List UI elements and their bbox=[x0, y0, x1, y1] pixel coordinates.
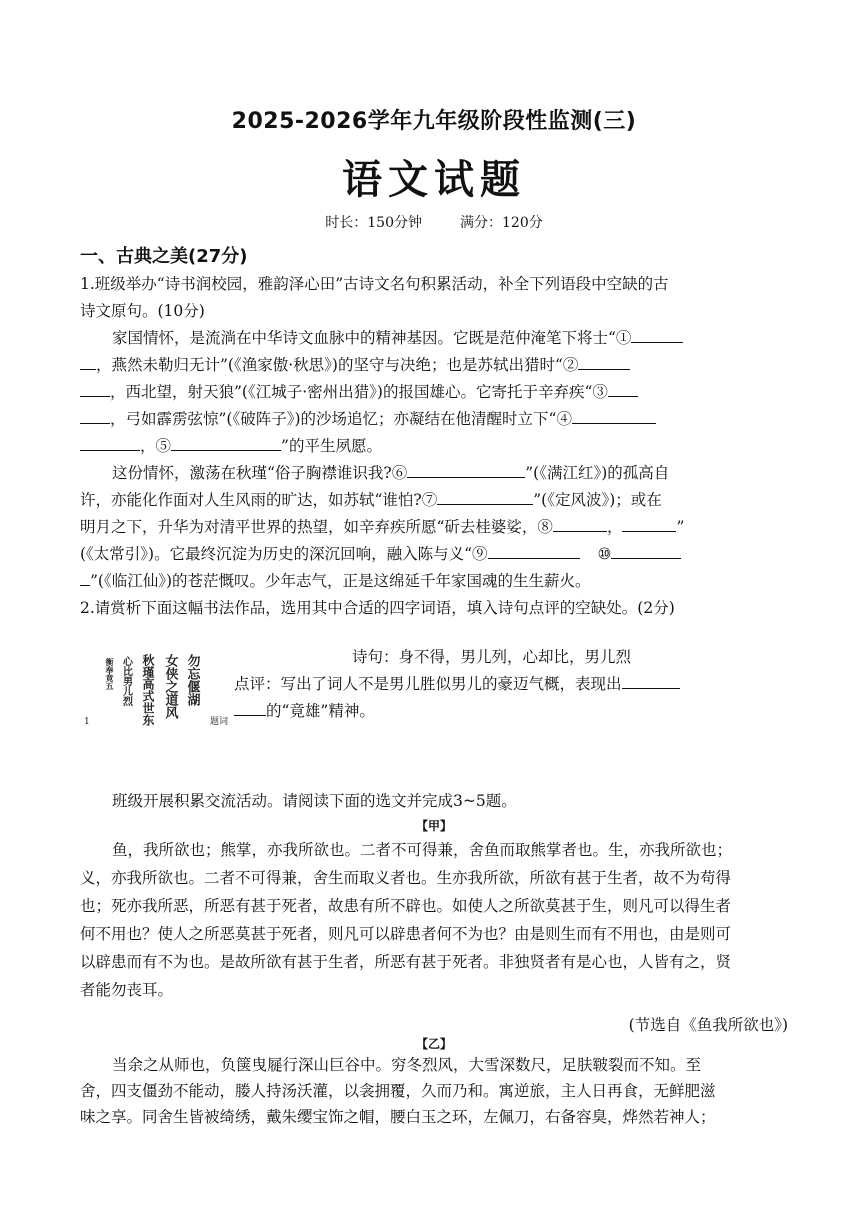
comment-text: 的“竟雄”精神。 bbox=[266, 702, 375, 720]
answer-blank-10[interactable] bbox=[611, 543, 681, 559]
answer-blank-2[interactable] bbox=[578, 354, 630, 370]
q1-para2-line-2 bbox=[80, 488, 662, 510]
q1-line-2: 诗文原句。(10分) bbox=[80, 302, 205, 320]
q2-comment-line-1 bbox=[234, 672, 680, 694]
answer-blank-3[interactable] bbox=[608, 381, 638, 397]
answer-blank-4-cont[interactable] bbox=[80, 435, 140, 451]
answer-blank-5[interactable] bbox=[171, 435, 281, 451]
score-text: 满分：120分 bbox=[460, 215, 543, 231]
answer-blank-9[interactable] bbox=[488, 543, 580, 559]
exam-title: 2025-2026学年九年级阶段性监测(三) bbox=[231, 109, 637, 134]
jia-line-5: 以辟患而有不为也。是故所欲有甚于生者，所恶有甚于死者。非独贤者有是心也，人皆有之，贤 bbox=[80, 953, 732, 971]
answer-blank-q2-cont[interactable] bbox=[234, 700, 266, 716]
para-text: ，弓如霹雳弦惊”(《破阵子》)的沙场追忆；亦凝结在他清醒时立下“④ bbox=[110, 410, 572, 428]
q1-para2-line-1 bbox=[112, 461, 669, 483]
para-text: ”(《临江仙》)的苍茫慨叹。少年志气，正是这绵延千年家国魂的生生薪火。 bbox=[90, 572, 591, 590]
q2-comment-line-2 bbox=[234, 699, 375, 721]
answer-blank-1-cont[interactable] bbox=[80, 354, 96, 370]
jia-line-4: 何不用也？使人之所恶莫甚于死者，则凡可以辟患者何不为也？由是则生而有不用也，由是则可 bbox=[80, 925, 732, 943]
jia-line-6: 者能勿丧耳。 bbox=[80, 981, 174, 999]
answer-blank-10-cont[interactable] bbox=[80, 570, 90, 586]
answer-blank-4[interactable] bbox=[572, 408, 656, 424]
para-text: (《太常引》)。它最终沉淀为历史的深沉回响，融入陈与义“⑨ bbox=[80, 545, 488, 563]
calligraphy-col-2: 女侠之道风 bbox=[162, 654, 178, 719]
q1-para1-line-3 bbox=[80, 380, 638, 402]
para-text: ，西北望，射天狼”(《江城子·密州出猎》)的报国雄心。它寄托于辛弃疾“③ bbox=[110, 383, 608, 401]
answer-blank-1[interactable] bbox=[631, 327, 683, 343]
jia-source: (节选自《鱼我所欲也》) bbox=[628, 1016, 788, 1034]
q1-para2-line-4 bbox=[80, 542, 681, 564]
jia-line-1: 鱼，我所欲也；熊掌，亦我所欲也。二者不可得兼，舍鱼而取熊掌者也。生，亦我所欲也； bbox=[112, 841, 733, 859]
para-text: 许，亦能化作面对人生风雨的旷达，如苏轼“谁怕?⑦ bbox=[80, 491, 438, 509]
calligraphy-image bbox=[84, 642, 229, 727]
para-text: 这份情怀，激荡在秋瑾“俗子胸襟谁识我?⑥ bbox=[112, 464, 408, 482]
passage-jia-label: 【甲】 bbox=[415, 819, 452, 833]
q1-para1-line-4 bbox=[80, 407, 656, 429]
para-text: ” bbox=[676, 518, 685, 536]
calligraphy-caption: 题词 bbox=[210, 717, 229, 727]
q1-para2-line-5 bbox=[80, 569, 591, 591]
subject-title: 语文试题 bbox=[342, 156, 526, 203]
answer-blank-2-cont[interactable] bbox=[80, 381, 110, 397]
yi-line-3: 味之享。同舍生皆被绮绣，戴朱缨宝饰之帽，腰白玉之环，左佩刀，右备容臭，烨然若神人； bbox=[80, 1108, 716, 1126]
para-text: ”的平生夙愿。 bbox=[281, 437, 382, 455]
yi-line-1: 当余之从师也，负箧曳屣行深山巨谷中。穷冬烈风，大雪深数尺，足肤皲裂而不知。至 bbox=[112, 1056, 702, 1074]
q2-prompt: 2.请赏析下面这幅书法作品，选用其中合适的四字词语，填入诗句点评的空缺处。(2分) bbox=[80, 599, 675, 617]
q2-poem: 诗句：身不得，男儿列，心却比，男儿烈 bbox=[352, 648, 632, 666]
calligraphy-col-1: 勿忘偃湖 bbox=[184, 654, 200, 706]
jia-line-2: 义，亦我所欲也。二者不可得兼，舍生而取义者也。生亦我所欲，所欲有甚于生者，故不为苟得 bbox=[80, 869, 732, 887]
calligraphy-col-5: 衡奉竟五 bbox=[105, 658, 115, 690]
answer-blank-8b[interactable] bbox=[622, 516, 676, 532]
q1-line-1: 1.班级举办“诗书润校园，雅韵泽心田”古诗文名句积累活动，补全下列语段中空缺的古 bbox=[80, 275, 669, 293]
duration-text: 时长：150分钟 bbox=[325, 215, 422, 231]
answer-blank-8a[interactable] bbox=[553, 516, 607, 532]
para-text: 家国情怀，是流淌在中华诗文血脉中的精神基因。它既是范仲淹笔下将士“① bbox=[112, 329, 632, 347]
para-text: ⑩ bbox=[597, 545, 612, 563]
answer-blank-q2[interactable] bbox=[622, 673, 680, 689]
para-text: 明月之下，升华为对清平世界的热望，如辛弃疾所愿“斫去桂婆娑，⑧ bbox=[80, 518, 553, 536]
q1-para1-line-2 bbox=[80, 353, 630, 375]
q1-para2-line-3 bbox=[80, 515, 684, 537]
para-text: ， bbox=[606, 518, 623, 536]
answer-blank-3-cont[interactable] bbox=[80, 408, 110, 424]
para-text: ，燕然未勒归无计”(《渔家傲·秋思》)的坚守与决绝；也是苏轼出猎时“② bbox=[96, 356, 579, 374]
answer-blank-7[interactable] bbox=[437, 489, 533, 505]
para-text: ，⑤ bbox=[140, 437, 172, 455]
calligraphy-mark: 1 bbox=[84, 717, 90, 727]
calligraphy-col-4: 心比男儿烈 bbox=[120, 656, 132, 706]
calligraphy-col-3: 秋瑾高式世东 bbox=[141, 654, 155, 726]
para-text: ”(《定风波》)；或在 bbox=[533, 491, 662, 509]
yi-line-2: 舍，四支僵劲不能动，媵人持汤沃灌，以衾拥覆，久而乃和。寓逆旅，主人日再食，无鲜肥滋 bbox=[80, 1082, 716, 1100]
section-heading: 一、古典之美(27分) bbox=[80, 246, 248, 267]
q1-para1-line-1 bbox=[112, 326, 683, 348]
comment-text: 点评：写出了词人不是男儿胜似男儿的豪迈气概，表现出 bbox=[234, 675, 622, 693]
answer-blank-6[interactable] bbox=[407, 462, 525, 478]
exam-meta bbox=[0, 212, 868, 232]
reading-intro: 班级开展积累交流活动。请阅读下面的选文并完成3~5题。 bbox=[112, 792, 517, 810]
jia-line-3: 也；死亦我所恶，所恶有甚于死者，故患有所不辟也。如使人之所欲莫甚于生，则凡可以得生者 bbox=[80, 897, 732, 915]
para-text: ”(《满江红》)的孤高自 bbox=[525, 464, 670, 482]
q1-para1-line-5 bbox=[80, 434, 382, 456]
passage-yi-label: 【乙】 bbox=[415, 1037, 452, 1051]
